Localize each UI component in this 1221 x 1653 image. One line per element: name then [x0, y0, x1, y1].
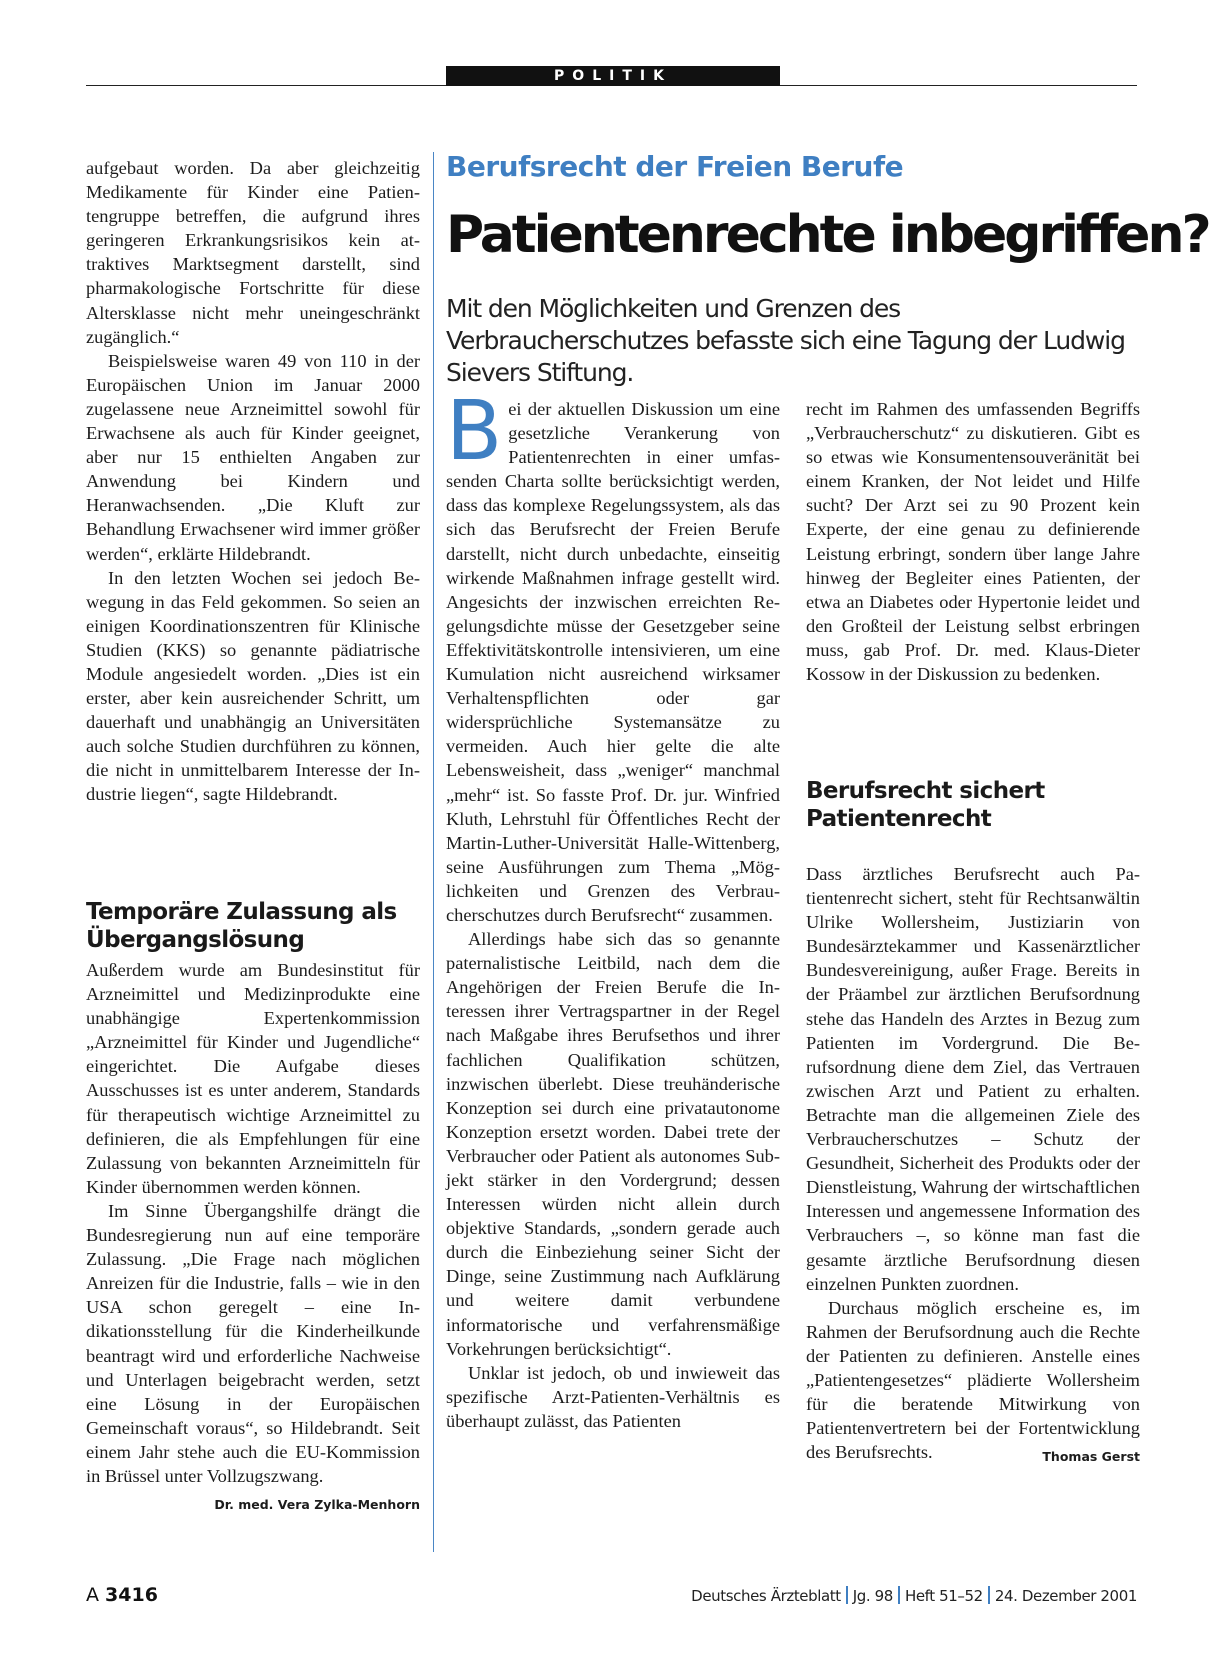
subheading: Temporäre Zulassung als Übergangslösung: [86, 899, 397, 953]
column-2: [446, 384, 780, 1433]
lead-paragraph: [446, 384, 780, 927]
paragraph: Allerdings habe sich das so genannte paternalistische Leitbild, nach dem die Angehörigen der Freien Berufe die Interessen ihrer Vertragspartner in der Regel nach Maßgabe ihres Berufsethos und ihrer fachlichen Qualifikation schützen, inzwischen überlebt. Diese treuhänderische Konzeption sei durch eine privatautonome Konzeption ersetzt worden. Dabei trete der Verbraucher oder Patient als autonomes Subjekt stärker in den Vordergrund; dessen Interessen würden nicht allein durch objektive Standards, „sondern gerade auch durch die Einbeziehung seiner Sicht der Dinge, seine Zustimmung nach Aufklärung und weitere damit verbundene informatorische und verfahrensmäßige Vorkehrungen berücksichtigt“.: [446, 929, 780, 1359]
paragraph: Dass ärztliches Berufsrecht auch Patientenrecht sichert, steht für Rechtsanwältin Ulrike Wollersheim, Justiziarin von Bundesärztekammer und Kassenärztlicher Bundesvereinigung, außer Frage. Bereits in der Präambel zur ärztlichen Berufsordnung stehe das Handeln des Arztes in Bezug zum Patienten im Vordergrund. Die Berufsordnung diene dem Ziel, das Vertrauen zwischen Arzt und Patient zu erhalten. Betrachte man die allgemeinen Ziele des Verbraucherschutzes – Schutz der Gesundheit, Sicherheit des Produkts oder der Dienstleistung, Wahrung der wirtschaftlichen Interessen und angemessene Information des Verbrauchers –, so könne man fast die gesamte ärztliche Berufsordnung diesen einzelnen Punkten zuordnen.: [806, 864, 1140, 1294]
subheading: Berufsrecht sichert Patientenrecht: [806, 778, 1045, 832]
paragraph-text: Im Sinne Übergangshilfe drängt die Bundesregierung nun auf eine temporäre Zulassung. „Die Frage nach möglichen Anreizen für die Industrie, falls – wie in den USA schon geregelt – eine Indikationsstellung für die Kinderheilkunde beantragt wird und erforderliche Nachweise und Unterlagen beigebracht werden, setzt eine Lösung in der Europäischen Gemeinschaft voraus“, so Hildebrandt. Seit einem Jahr stehe auch die EU-Kommission in Brüssel unter Vollzugszwang.: [86, 1200, 420, 1486]
column-3-lower: [806, 862, 1140, 1469]
article-standfirst: Mit den Möglichkeiten und Grenzen des Verbraucherschutzes befasste sich eine Tagung der Ludwig Sievers Stiftung.: [446, 294, 1125, 387]
paragraph: Außerdem wurde am Bundesinstitut für Arzneimittel und Medizinprodukte eine unabhängige Expertenkommission „Arzneimittel für Kinder und Jugendliche“ eingerichtet. Die Aufgabe dieses Ausschusses ist es unter anderem, Standards für therapeutisch wichtige Arzneimittel zu definieren, die als Empfehlungen für eine Zulassung von bekannten Arzneimitteln für Kinder übernommen werden können.: [86, 960, 420, 1197]
paragraph: Unklar ist jedoch, ob und inwieweit das spezifische Arzt-Patienten-Verhältnis es überhaupt zulässt, das Patienten: [446, 1362, 780, 1431]
column-3: [806, 397, 1140, 686]
separator: [988, 1586, 990, 1604]
paragraph: aufgebaut worden. Da aber gleichzeitig Medikamente für Kinder eine Patientengruppe betreffen, die aufgrund ihres geringeren Erkrankungsrisikos kein attraktives Marktsegment darstellt, sind pharmakologische Fortschritte für diese Altersklasse nicht mehr uneingeschränkt zugänglich.“: [86, 158, 420, 347]
paragraph-with-author: [86, 1199, 420, 1513]
page-folio: [86, 1584, 158, 1606]
journal-volume: Jg. 98: [852, 1587, 893, 1605]
paragraph: recht im Rahmen des umfassenden Begriffs „Verbraucherschutz“ zu diskutieren. Gibt es so etwas wie Konsumentensouveränität bei einem Kranken, der Not leidet und Hilfe sucht? Der Arzt sei zu 90 Prozent kein Experte, der eine genau zu definierende Leistung erbringt, sondern über lange Jahre hinweg der Begleiter eines Patienten, der etwa an Diabetes oder Hypertonie leidet und den Großteil der Leistung selbst erbringen muss, gab Prof. Dr. med. Klaus-Dieter Kossow in der Diskussion zu bedenken.: [806, 399, 1140, 685]
paragraph-text: Durchaus möglich erscheine es, im Rahmen der Berufsordnung auch die Rechte der Patienten zu definieren. Anstelle eines „Patientengesetzes“ plädierte Wollersheim für die beratende Mitwirkung von Patientenvertretern bei der Fortentwicklung des Berufsrechts.: [806, 1297, 1140, 1463]
section-label: POLITIK: [446, 66, 780, 86]
paragraph: Beispielsweise waren 49 von 110 in der Europäischen Union im Januar 2000 zugelassene neue Arzneimittel sowohl für Erwachsene als auch für Kinder geeignet, aber nur 15 enthielten Angaben zur Anwendung bei Kindern und Heranwachsenden. „Die Kluft zur Behandlung Erwachsener wird immer größer werden“, erklärte Hildebrandt.: [86, 350, 420, 564]
column-1: [86, 156, 420, 807]
author-byline: Dr. med. Vera Zylka-Menhorn: [214, 1497, 420, 1513]
paragraph-text: ei der aktuellen Diskussion um eine gesetzliche Verankerung von Patientenrechten in einer umfassenden Charta sollte berücksichtigt werden, dass das komplexe Regelungssystem, als das sich das Berufsrecht der Freien Berufe darstellt, nicht durch unbedachte, einseitig wirkende Maßnahmen infrage gestellt wird. Angesichts der inzwischen erreichten Regelungsdichte müsse der Gesetzgeber seine Effektivitätskontrolle intensivieren, um eine Kumulation nicht ausreichend wirksamer Verhaltenspflichten oder gar widersprüchliche Systemansätze zu vermeiden. Auch hier gelte die alte Lebensweisheit, dass „weniger“ manchmal „mehr“ ist. So fasste Prof. Dr. jur. Winfried Kluth, Lehrstuhl für Öffentliches Recht der Martin-Luther-Universität Halle-Wittenberg, seine Ausführungen zum Thema „Möglichkeiten und Grenzen des Verbraucherschutzes durch Berufsrecht“ zusammen.: [446, 399, 780, 925]
page-number: 3416: [105, 1584, 158, 1606]
article-headline: Patientenrechte inbegriffen?: [446, 205, 1209, 265]
journal-issue: Heft 51–52: [904, 1587, 983, 1605]
column-1-lower: [86, 958, 420, 1517]
separator: [846, 1586, 848, 1604]
journal-name: Deutsches Ärzteblatt: [691, 1587, 841, 1605]
page-prefix: A: [86, 1584, 99, 1606]
drop-cap: B: [446, 384, 503, 479]
paragraph: In den letzten Wochen sei jedoch Bewegung in das Feld gekommen. So seien an einigen Koordinationszentren für Klinische Studien (KKS) so genannte pädiatrische Module angesiedelt worden. „Dies ist ein erster, aber kein ausreichender Schritt, um dauerhaft und unabhängig an Universitäten auch solche Studien durchführen zu können, die nicht in unmittelbarem Interesse der Industrie liegen“, sagte Hildebrandt.: [86, 567, 420, 805]
article-kicker: Berufsrecht der Freien Berufe: [446, 150, 904, 183]
journal-info: [691, 1586, 1137, 1605]
author-byline: Thomas Gerst: [1042, 1449, 1140, 1465]
journal-date: 24. Dezember 2001: [994, 1587, 1137, 1605]
paragraph-with-author: [806, 1296, 1140, 1465]
column-divider: [433, 152, 434, 1552]
separator: [898, 1586, 900, 1604]
